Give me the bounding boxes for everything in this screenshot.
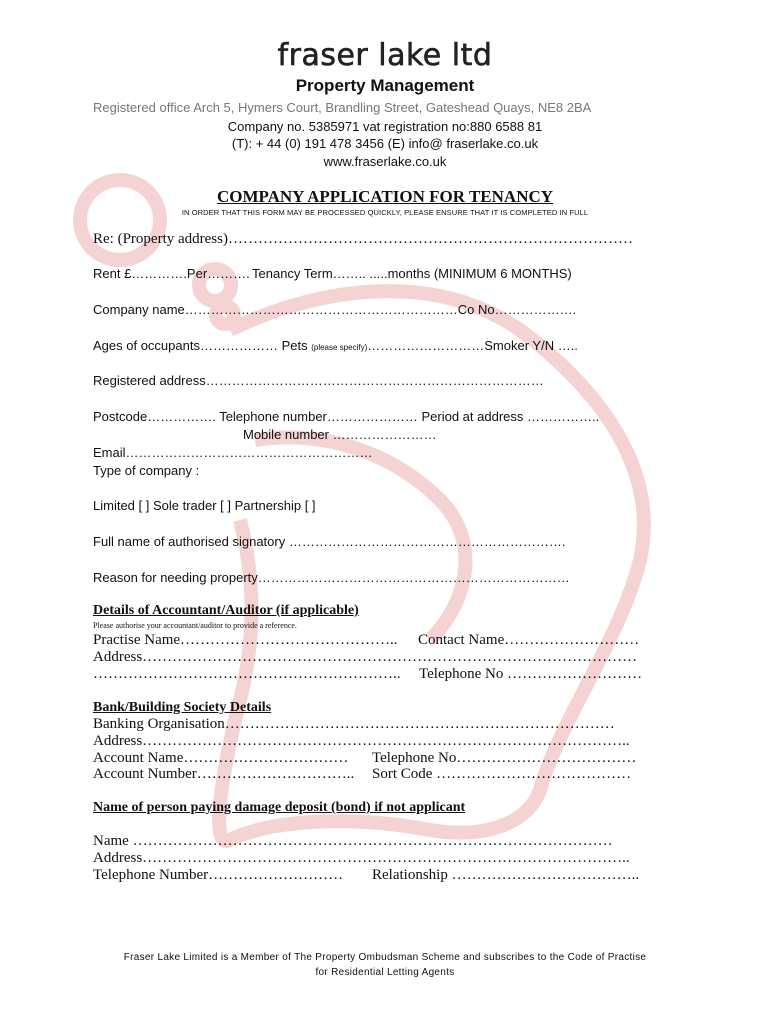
form-instruction: IN ORDER THAT THIS FORM MAY BE PROCESSED QUICKLY, PLEASE ENSURE THAT IT IS COMPLETED IN FULL — [181, 208, 589, 217]
accountant-address-cont-field[interactable]: …………………………………………………….. — [93, 666, 401, 682]
postcode-telephone-field[interactable]: Postcode……………. Telephone number………………… Period at address …………….. — [93, 409, 600, 424]
ages-occupants-label: Ages of occupants……………… Pets — [93, 338, 308, 353]
pets-note: (please specify) — [311, 343, 368, 352]
form-title: COMPANY APPLICATION FOR TENANCY — [216, 187, 554, 206]
tenancy-term-field[interactable]: Tenancy Term…….. .....months (MINIMUM 6 MONTHS) — [252, 266, 572, 281]
accountant-heading: Details of Accountant/Auditor (if applicable) — [93, 603, 359, 618]
smoker-field[interactable]: ………………………Smoker Y/N ….. — [367, 338, 578, 353]
company-logo: fraser lake ltd — [277, 38, 493, 73]
contact-details: (T): + 44 (0) 191 478 3456 (E) info@ fraserlake.co.uk — [231, 136, 539, 151]
company-name-field[interactable]: Company name………………………………………………………Co No………………. — [93, 302, 577, 317]
practise-name-field[interactable]: Practise Name…………………………………….. — [93, 632, 398, 648]
company-info: Company no. 5385971 vat registration no:880 6588 81 — [227, 119, 543, 134]
rent-field[interactable]: Rent £………….Per………. — [93, 266, 250, 281]
subtitle: Property Management — [295, 76, 475, 95]
sort-code-field[interactable]: Sort Code ………………………………… — [372, 766, 632, 782]
bank-heading: Bank/Building Society Details — [93, 700, 272, 715]
signatory-field[interactable]: Full name of authorised signatory ………………………………………………………. — [93, 534, 566, 549]
property-address-field[interactable]: Re: (Property address)……………………………………………………………………… — [93, 231, 633, 247]
reason-field[interactable]: Reason for needing property……………………………………………………………… — [93, 570, 570, 585]
accountant-telephone-field[interactable]: Telephone No ……………………… — [419, 666, 643, 682]
bank-telephone-field[interactable]: Telephone No……………………………… — [372, 750, 637, 766]
deposit-telephone-field[interactable]: Telephone Number……………………… — [93, 867, 344, 883]
registered-office: Registered office Arch 5, Hymers Court, Brandling Street, Gateshead Quays, NE8 2BA — [93, 100, 592, 115]
company-type-options[interactable]: Limited [ ] Sole trader [ ] Partnership [ ] — [93, 498, 316, 513]
deposit-address-field[interactable]: Address…………………………………………………………………………………….. — [93, 850, 630, 866]
email-field[interactable]: Email………………………………………………… — [93, 445, 373, 460]
mobile-field[interactable]: Mobile number …………………… — [243, 427, 437, 442]
deposit-heading: Name of person paying damage deposit (bond) if not applicant — [93, 800, 466, 815]
accountant-note: Please authorise your accountant/auditor to provide a reference. — [93, 621, 297, 630]
ages-occupants-field[interactable] — [93, 338, 578, 353]
contact-name-field[interactable]: Contact Name……………………… — [418, 632, 640, 648]
account-number-field[interactable]: Account Number………………………….. — [93, 766, 355, 782]
type-of-company-label: Type of company : — [93, 463, 200, 478]
website-link[interactable]: www.fraserlake.co.uk — [323, 154, 447, 169]
footer-line-2: for Residential Letting Agents — [315, 967, 455, 978]
registered-address-field[interactable]: Registered address…………………………………………………………………… — [93, 373, 544, 388]
bank-address-field[interactable]: Address…………………………………………………………………………………….. — [93, 733, 630, 749]
relationship-field[interactable]: Relationship ……………………………….. — [372, 867, 640, 883]
banking-organisation-field[interactable]: Banking Organisation…………………………………………………………………… — [93, 716, 615, 732]
account-name-field[interactable]: Account Name…………………………… — [93, 750, 349, 766]
footer-line-1: Fraser Lake Limited is a Member of The Property Ombudsman Scheme and subscribes to the Code of Practise — [123, 952, 647, 963]
deposit-name-field[interactable]: Name …………………………………………………………………………………… — [93, 833, 613, 849]
accountant-address-field[interactable]: Address……………………………………………………………………………………… — [93, 649, 638, 665]
